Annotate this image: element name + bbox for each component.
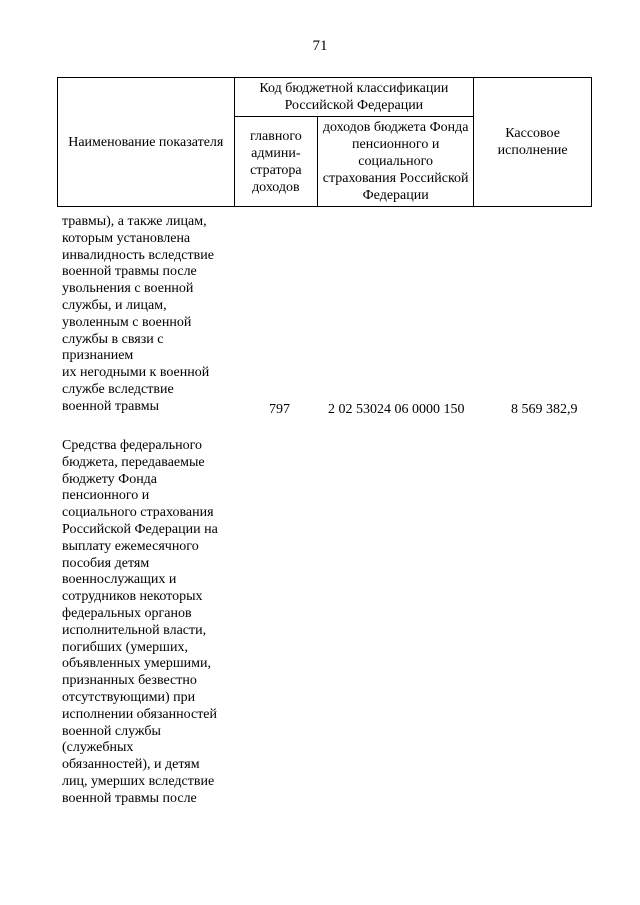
row-1-income-code: 2 02 53024 06 0000 150 [328, 402, 465, 417]
header-col-execution: Кассовое исполнение [474, 78, 592, 207]
page-number: 71 [312, 38, 328, 54]
header-col-income: доходов бюджета Фонда пенсионного и социального страхования Российской Федерации [318, 117, 474, 207]
row-1-admin-code: 797 [269, 402, 290, 417]
header-col-name: Наименование показателя [58, 78, 235, 207]
header-group-budget-code: Код бюджетной классификации Российской Федерации [234, 78, 474, 117]
table-header [57, 77, 592, 207]
row-1-amount: 8 569 382,9 [511, 402, 578, 417]
row-1-name: травмы), а также лицам, которым установлена инвалидность вследствие военной травмы после увольнения с военной службы, и лицам, уволенным с военной службы в связи с признанием их негодными к военной службе вследствие военной травмы [62, 214, 214, 414]
header-col-admin: главного админи-стратора доходов [234, 117, 318, 207]
row-2-name: Средства федерального бюджета, передаваемые бюджету Фонда пенсионного и социального страхования Российской Федерации на выплату ежемесячного пособия детям военнослужащих и сотрудников некоторых федеральных органов исполнительной власти, погибших (умерших, объявленных умершими, признанных безвестно отсутствующими) при исполнении обязанностей военной службы (служебных обязанностей), и детям лиц, умерших вследствие военной травмы после [62, 438, 218, 806]
